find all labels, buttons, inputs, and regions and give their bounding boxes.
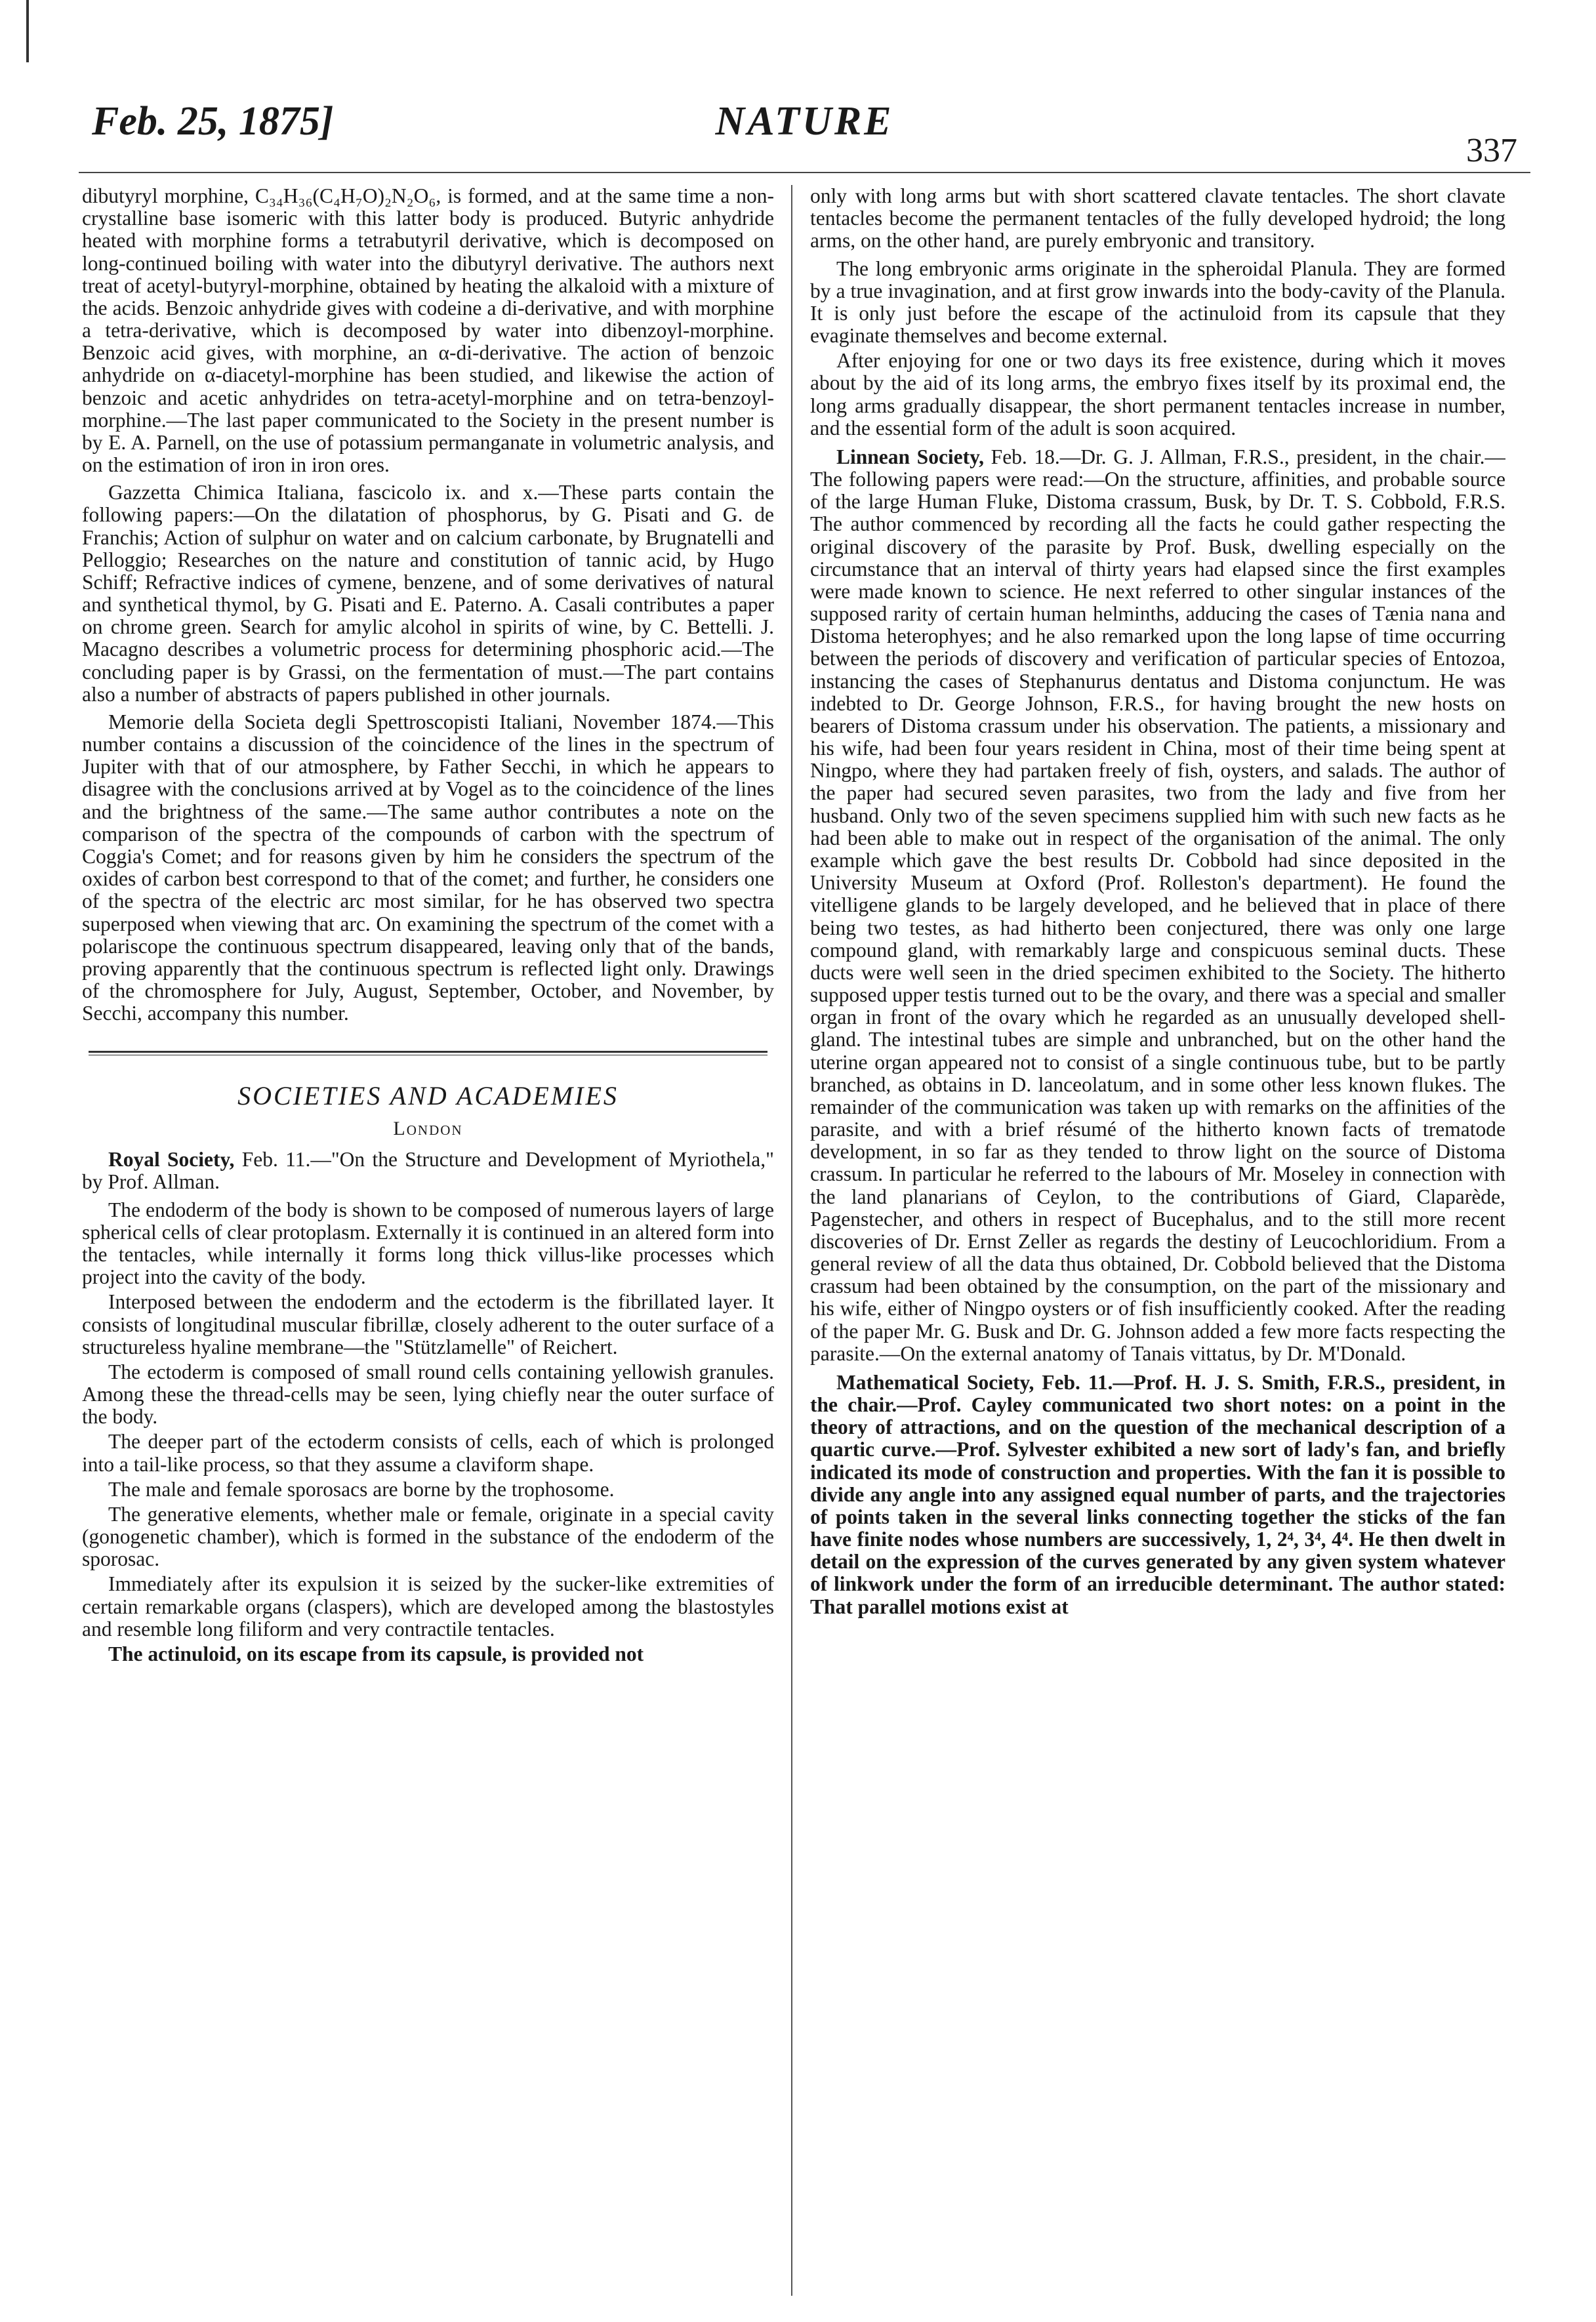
journal-title: NATURE [715, 99, 894, 144]
margin-mark [26, 0, 29, 62]
society-text: Feb. 11.—Prof. H. J. S. Smith, F.R.S., president, in the chair.—Prof. Cayley communicated two short notes: on a point in the theory of attractions, and on the question of the mechanical description of a quartic curve.—Prof. Sylvester exhibited a new sort of lady's fan, and briefly indicated its mode of construction and properties. With the fan it is possible to divide any angle into any assigned equal number of parts, and the trajectories of points taken in the several links connecting together the sticks of the fan have finite nodes whose numbers are successively, 1, 2⁴, 3⁴, 4⁴. He then dwelt in detail on the expression of the curves generated by any given system whatever of linkwork under the form of an irreducible determinant. The author stated: That parallel motions exist at [810, 1370, 1505, 1618]
column-divider [791, 185, 792, 2296]
paragraph: dibutyryl morphine, C₃₄H₃₆(C₄H₇O)₂N₂O₆, is formed, and at the same time a non-crystalline base isomeric with this latter body is produced. Butyric anhydride heated with morphine forms a tetrabutyril derivative, which is decomposed on long-continued boiling with water into the dibutyryl derivative. The authors next treat of acetyl-butyryl-morphine, obtained by heating the alkaloid with a mixture of the acids. Benzoic anhydride gives with codeine a di-derivative, and with morphine a tetra-derivative, which is decomposed by water into dibenzoyl-morphine. Benzoic acid gives, with morphine, an α-di-derivative. The action of benzoic anhydride on α-diacetyl-morphine has been studied, and likewise the action of benzoic and acetic anhydrides on tetra-acetyl-morphine and on tetra-benzoyl-morphine.—The last paper communicated to the Society in the present number is by E. A. Parnell, on the use of potassium permanganate in volumetric analysis, and on the estimation of iron in iron ores. [82, 185, 774, 477]
header-rule [79, 172, 1530, 173]
section-divider [89, 1051, 767, 1055]
paragraph: Gazzetta Chimica Italiana, fascicolo ix. and x.—These parts contain the following papers:—On the dilatation of phosphorus, by G. Pisati and G. de Franchis; Action of sulphur on water and on calcium carbonate, by Brugnatelli and Pelloggio; Researches on the nature and constitution of tannic acid, by Hugo Schiff; Refractive indices of cymene, benzene, and of some derivatives of natural and synthetical thymol, by G. Pisati and E. Paterno. A. Casali contributes a paper on chrome green. Search for amylic alcohol in spirits of wine, by C. Bettelli. J. Macagno describes a volumetric process for determining phosphoric acid.—The concluding paper is by Grassi, on the fermentation of must.—The part contains also a number of abstracts of papers published in other journals. [82, 481, 774, 706]
society-entry [810, 1372, 1505, 1618]
paragraph: Immediately after its expulsion it is seized by the sucker-like extremities of certain remarkable organs (claspers), which are developed among the blastostyles and resemble long filiform and very contractile tentacles. [82, 1572, 774, 1640]
paragraph: The male and female sporosacs are borne by the trophosome. [108, 1477, 615, 1501]
society-name: Royal Society, [108, 1148, 235, 1171]
society-text: Feb. 18.—Dr. G. J. Allman, F.R.S., president, in the chair.—The following papers were read:—On the structure, affinities, and probable source of the large Human Fluke, Distoma crassum, Busk, by Dr. T. S. Cobbold, F.R.S. The author commenced by recording all the facts he could gather respecting the original discovery of the parasite by Prof. Busk, dwelling especially on the circumstance that an interval of thirty years had elapsed since the first examples were made known to science. He next referred to other singular instances of the supposed rarity of certain human helminths, adducing the cases of Tænia nana and Distoma heterophyes; and he also remarked upon the long lapse of time occurring between the periods of discovery and verification of particular species of Entozoa, instancing the cases of Stephanurus dentatus and Distoma conjunctum. He was indebted to Dr. George Johnson, F.R.S., for having brought the new hosts on bearers of Distoma crassum under his observation. The patients, a missionary and his wife, had been four years resident in China, most of their time being spent at Ningpo, where they had partaken freely of fish, oysters, and salads. The author of the paper had secured seven parasites, two from the lady and five from her husband. Only two of the seven specimens supplied him with such new facts as he had been able to make out in respect of the organisation of the animal. The only example which gave the best results Dr. Cobbold had since deposited in the University Museum at Oxford (Prof. Rolleston's department). He found the vitelligene glands to be largely developed, and he believed that in place of there being two testes, as had hitherto been conjectured, there was only one large compound gland, with remarkably large and conspicuous seminal ducts. These ducts were well seen in the dried specimen exhibited to the Society. The hitherto supposed upper testis turned out to be the ovary, and there was a special and smaller organ in front of the ovary which he regarded as an unusually developed shell-gland. The intestinal tubes are simple and unbranched, but on the other hand the uterine organ appeared not to consist of a single continuous tube, but to be partly branched, as obtains in D. lanceolatum, and in some other less known flukes. The remainder of the communication was taken up with remarks on the affinities of the parasite, and with a brief résumé of the hitherto known facts of trematode development, in so far as they tended to throw light on the source of Distoma crassum. In particular he referred to the labours of Mr. Moseley in connection with the land planarians of Ceylon, to the contributions of Giard, Claparède, Pagenstecher, and others in respect of Bucephalus, and to the still more recent discoveries of Dr. Ernst Zeller as regards the destiny of Leucochloridium. From a general review of all the data thus obtained, Dr. Cobbold believed that the Distoma crassum had been obtained by the consumption, on the part of the missionary and his wife, either of Ningpo oysters or of fish insufficiently cooked. After the reading of the paper Mr. G. Busk and Dr. G. Johnson added a few more facts respecting the parasite.—On the external anatomy of Tanais vittatus, by Dr. M'Donald. [810, 445, 1505, 1365]
paragraph: The ectoderm is composed of small round cells containing yellowish granules. Among these the thread-cells may be seen, lying chiefly near the outer surface of the body. [82, 1360, 774, 1429]
left-column [82, 185, 774, 2296]
society-entry [810, 446, 1505, 1365]
society-text: Feb. 11.—"On the Structure and Development of Myriothela," by Prof. Allman. [82, 1148, 774, 1194]
paragraph: The deeper part of the ectoderm consists of cells, each of which is prolonged into a tail-like process, so that they assume a claviform shape. [82, 1430, 774, 1476]
section-heading: SOCIETIES AND ACADEMIES [237, 1081, 619, 1111]
paragraph: Interposed between the endoderm and the ectoderm is the fibrillated layer. It consists of longitudinal muscular fibrillæ, closely adherent to the outer surface of a structureless hyaline membrane—the "Stützlamelle" of Reichert. [82, 1290, 774, 1358]
paragraph: The generative elements, whether male or female, originate in a special cavity (gonogenetic chamber), which is formed in the substance of the endoderm of the sporosac. [82, 1502, 774, 1571]
society-name: Mathematical Society, [836, 1370, 1034, 1394]
paragraph: The endoderm of the body is shown to be composed of numerous layers of large spherical cells of clear protoplasm. Externally it is continued in an altered form into the tentacles, while internally it forms long thick villus-like processes which project into the cavity of the body. [82, 1198, 774, 1289]
society-entry [82, 1149, 774, 1193]
page-header [79, 98, 1530, 171]
right-column [810, 185, 1505, 2296]
issue-date: Feb. 25, 1875] [92, 99, 334, 144]
paragraph: only with long arms but with short scattered clavate tentacles. The short clavate tentacles become the permanent tentacles of the fully developed hydroid; the long arms, on the other hand, are purely embryonic and transitory. [810, 185, 1505, 253]
section-subheading: London [393, 1117, 463, 1139]
paragraph: After enjoying for one or two days its free existence, during which it moves about by the aid of its long arms, the embryo fixes itself by its proximal end, the long arms gradually disappear, the short permanent tentacles increase in number, and the essential form of the adult is soon acquired. [810, 349, 1505, 439]
society-name: Linnean Society, [836, 445, 985, 468]
paragraph: The actinuloid, on its escape from its capsule, is provided not [108, 1642, 644, 1665]
paragraph: The long embryonic arms originate in the spheroidal Planula. They are formed by a true invagination, and at first grow inwards into the body-cavity of the Planula. It is only just before the escape of the actinuloid from its capsule that they evaginate themselves and become external. [810, 256, 1505, 348]
page-number: 337 [1466, 132, 1517, 169]
paragraph: Memorie della Societa degli Spettroscopisti Italiani, November 1874.—This number contains a discussion of the coincidence of the lines in the spectrum of Jupiter with that of our atmosphere, by Father Secchi, in which he appears to disagree with the conclusions arrived at by Vogel as to the coincidence of the lines and the brightness of the same.—The same author contributes a note on the comparison of the spectra of the compounds of carbon with the spectrum of Coggia's Comet; and for reasons given by him he considers the spectrum of the oxides of carbon best correspond to that of the comet; and further, he considers one of the spectra of the electric arc most similar, for he has observed two spectra superposed when viewing that arc. On examining the spectrum of the comet with a polariscope the continuous spectrum disappeared, leaving only that of the bands, proving apparently that the continuous spectrum is reflected light only. Drawings of the chromosphere for July, August, September, October, and November, by Secchi, accompany this number. [82, 710, 774, 1025]
